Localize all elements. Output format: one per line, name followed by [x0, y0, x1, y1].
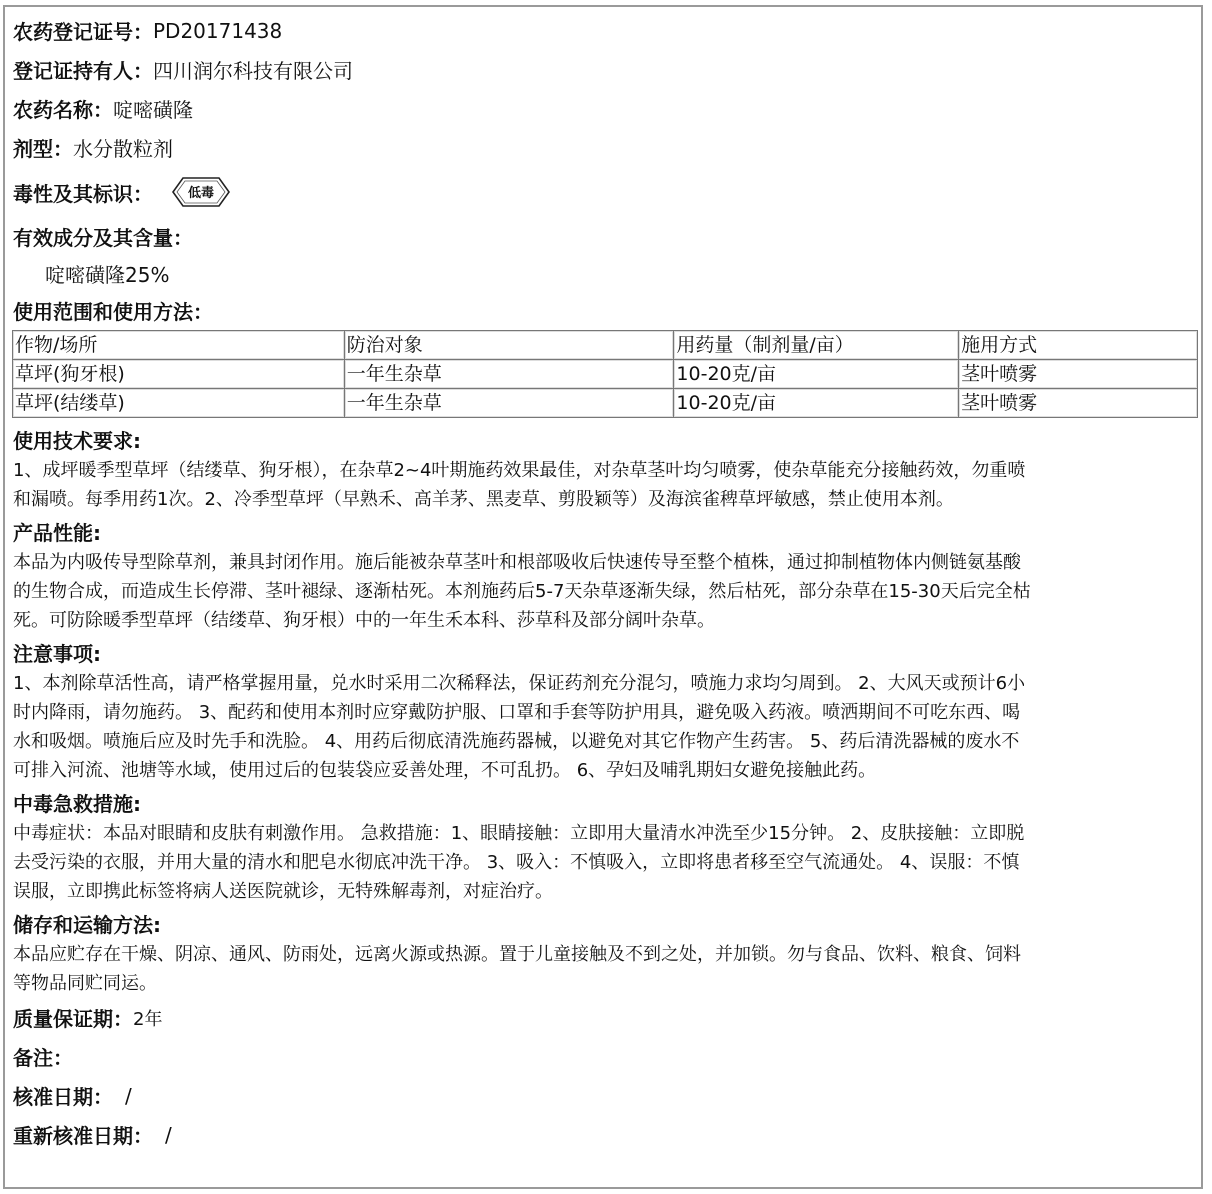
remarks-row: [13, 1037, 1195, 1076]
low-toxicity-badge-icon: [169, 175, 233, 209]
table-cell: 10-20克/亩: [674, 389, 959, 418]
name-label: 农药名称：: [13, 98, 113, 122]
text-line: 水和吸烟。喷施后应及时先手和洗脸。 4、用药后彻底清洗施药器械，以避免对其它作物产生药害。 5、药后清洗器械的废水不: [13, 731, 1020, 752]
text-line: 中毒症状：本品对眼睛和皮肤有刺激作用。 急救措施：1、眼睛接触：立即用大量清水冲洗至少15分钟。 2、皮肤接触：立即脱: [13, 823, 1025, 844]
usage-table-header: [13, 331, 1198, 360]
text-line: 死。可防除暖季型草坪（结缕草、狗牙根）中的一年生禾本科、莎草科及部分阔叶杂草。: [13, 610, 715, 631]
approval-date-row: [13, 1076, 1195, 1115]
table-cell: 茎叶喷雾: [959, 360, 1198, 389]
label-document: [3, 5, 1203, 1189]
holder-value: 四川润尔科技有限公司: [153, 59, 353, 83]
remarks-label: 备注：: [13, 1046, 73, 1070]
text-line: 误服，立即携此标签将病人送医院就诊，无特殊解毒剂，对症治疗。: [13, 881, 553, 902]
usage-label: 使用范围和使用方法：: [13, 299, 213, 324]
name-row: [13, 89, 1195, 128]
header-cell-target: 防治对象: [344, 331, 674, 360]
formulation-row: [13, 128, 1195, 167]
text-line: 时内降雨，请勿施药。 3、配药和使用本剂时应穿戴防护服、口罩和手套等防护用具，避免吸入药液。喷洒期间不可吃东西、喝: [13, 702, 1021, 723]
registration-no-label: 农药登记证号：: [13, 20, 153, 44]
reapproval-date-label: 重新核准日期：: [13, 1124, 153, 1148]
text-line: 可排入河流、池塘等水域，使用过后的包装袋应妥善处理，不可乱扔。 6、孕妇及哺乳期妇女避免接触此药。: [13, 760, 877, 781]
approval-date-label: 核准日期：: [13, 1085, 113, 1109]
text-line: 和漏喷。每季用药1次。2、冷季型草坪（早熟禾、高羊茅、黑麦草、剪股颖等）及海滨雀稗草坪敏感，禁止使用本剂。: [13, 489, 954, 510]
text-line: 的生物合成，而造成生长停滞、茎叶褪绿、逐渐枯死。本剂施药后5-7天杂草逐渐失绿，然后枯死，部分杂草在15-30天后完全枯: [13, 581, 1031, 602]
tech-text: [13, 456, 1195, 514]
formulation-label: 剂型：: [13, 137, 73, 161]
performance-text: [13, 548, 1195, 635]
registration-no-row: [13, 11, 1195, 50]
toxicity-label: 毒性及其标识：: [13, 181, 153, 206]
text-line: 等物品同贮同运。: [13, 973, 157, 994]
header-cell-dosage: 用药量（制剂量/亩）: [674, 331, 959, 360]
registration-no-value: PD20171438: [153, 18, 283, 43]
precautions-text: [13, 669, 1195, 785]
text-line: 本品为内吸传导型除草剂，兼具封闭作用。施后能被杂草茎叶和根部吸收后快速传导至整个植株，通过抑制植物体内侧链氨基酸: [13, 552, 1021, 573]
storage-text: [13, 940, 1195, 998]
ingredient-value: 啶嘧磺隆25%: [45, 262, 170, 287]
approval-date-value: /: [125, 1083, 132, 1108]
table-cell: 茎叶喷雾: [959, 389, 1198, 418]
table-row: [13, 360, 1198, 389]
holder-row: [13, 50, 1195, 89]
storage-heading: 储存和运输方法:: [13, 912, 161, 937]
text-line: 本品应贮存在干燥、阴凉、通风、防雨处，远离火源或热源。置于儿童接触及不到之处，并加锁。勿与食品、饮料、粮食、饲料: [13, 944, 1021, 965]
toxicity-badge-text: 低毒: [187, 186, 215, 201]
ingredient-label: 有效成分及其含量：: [13, 226, 193, 250]
first-aid-text: [13, 819, 1195, 906]
table-cell: 一年生杂草: [344, 389, 674, 418]
table-cell: 草坪(狗牙根): [13, 360, 345, 389]
performance-heading: 产品性能:: [13, 520, 101, 545]
ingredient-value-row: [13, 256, 1195, 290]
precautions-heading: 注意事项:: [13, 641, 101, 666]
text-line: 1、本剂除草活性高，请严格掌握用量，兑水时采用二次稀释法，保证药剂充分混匀，喷施力求均匀周到。 2、大风天或预计6小: [13, 673, 1026, 694]
reapproval-date-row: [13, 1115, 1195, 1154]
header-cell-crop: 作物/场所: [13, 331, 345, 360]
table-cell: 一年生杂草: [344, 360, 674, 389]
text-line: 1、成坪暖季型草坪（结缕草、狗牙根），在杂草2~4叶期施药效果最佳，对杂草茎叶均匀喷雾，使杂草能充分接触药效，勿重喷: [13, 460, 1026, 481]
header-cell-method: 施用方式: [959, 331, 1198, 360]
shelf-life-label: 质量保证期：: [13, 1007, 133, 1031]
shelf-life-value: 2年: [133, 1008, 163, 1030]
shelf-life-row: [13, 998, 1195, 1037]
usage-table: [12, 330, 1198, 418]
reapproval-date-value: /: [165, 1122, 172, 1147]
usage-row: [13, 290, 1195, 330]
text-line: 去受污染的衣服，并用大量的清水和肥皂水彻底冲洗干净。 3、吸入：不慎吸入，立即将患者移至空气流通处。 4、误服：不慎: [13, 852, 1020, 873]
ingredient-row: [13, 217, 1195, 256]
table-cell: 草坪(结缕草): [13, 389, 345, 418]
formulation-value: 水分散粒剂: [73, 137, 173, 161]
name-value: 啶嘧磺隆: [113, 98, 193, 122]
table-row: [13, 389, 1198, 418]
document-content: [13, 11, 1195, 1154]
first-aid-heading: 中毒急救措施:: [13, 791, 141, 816]
tech-heading: 使用技术要求:: [13, 428, 141, 453]
toxicity-row: [13, 167, 1195, 217]
holder-label: 登记证持有人：: [13, 59, 153, 83]
table-cell: 10-20克/亩: [674, 360, 959, 389]
